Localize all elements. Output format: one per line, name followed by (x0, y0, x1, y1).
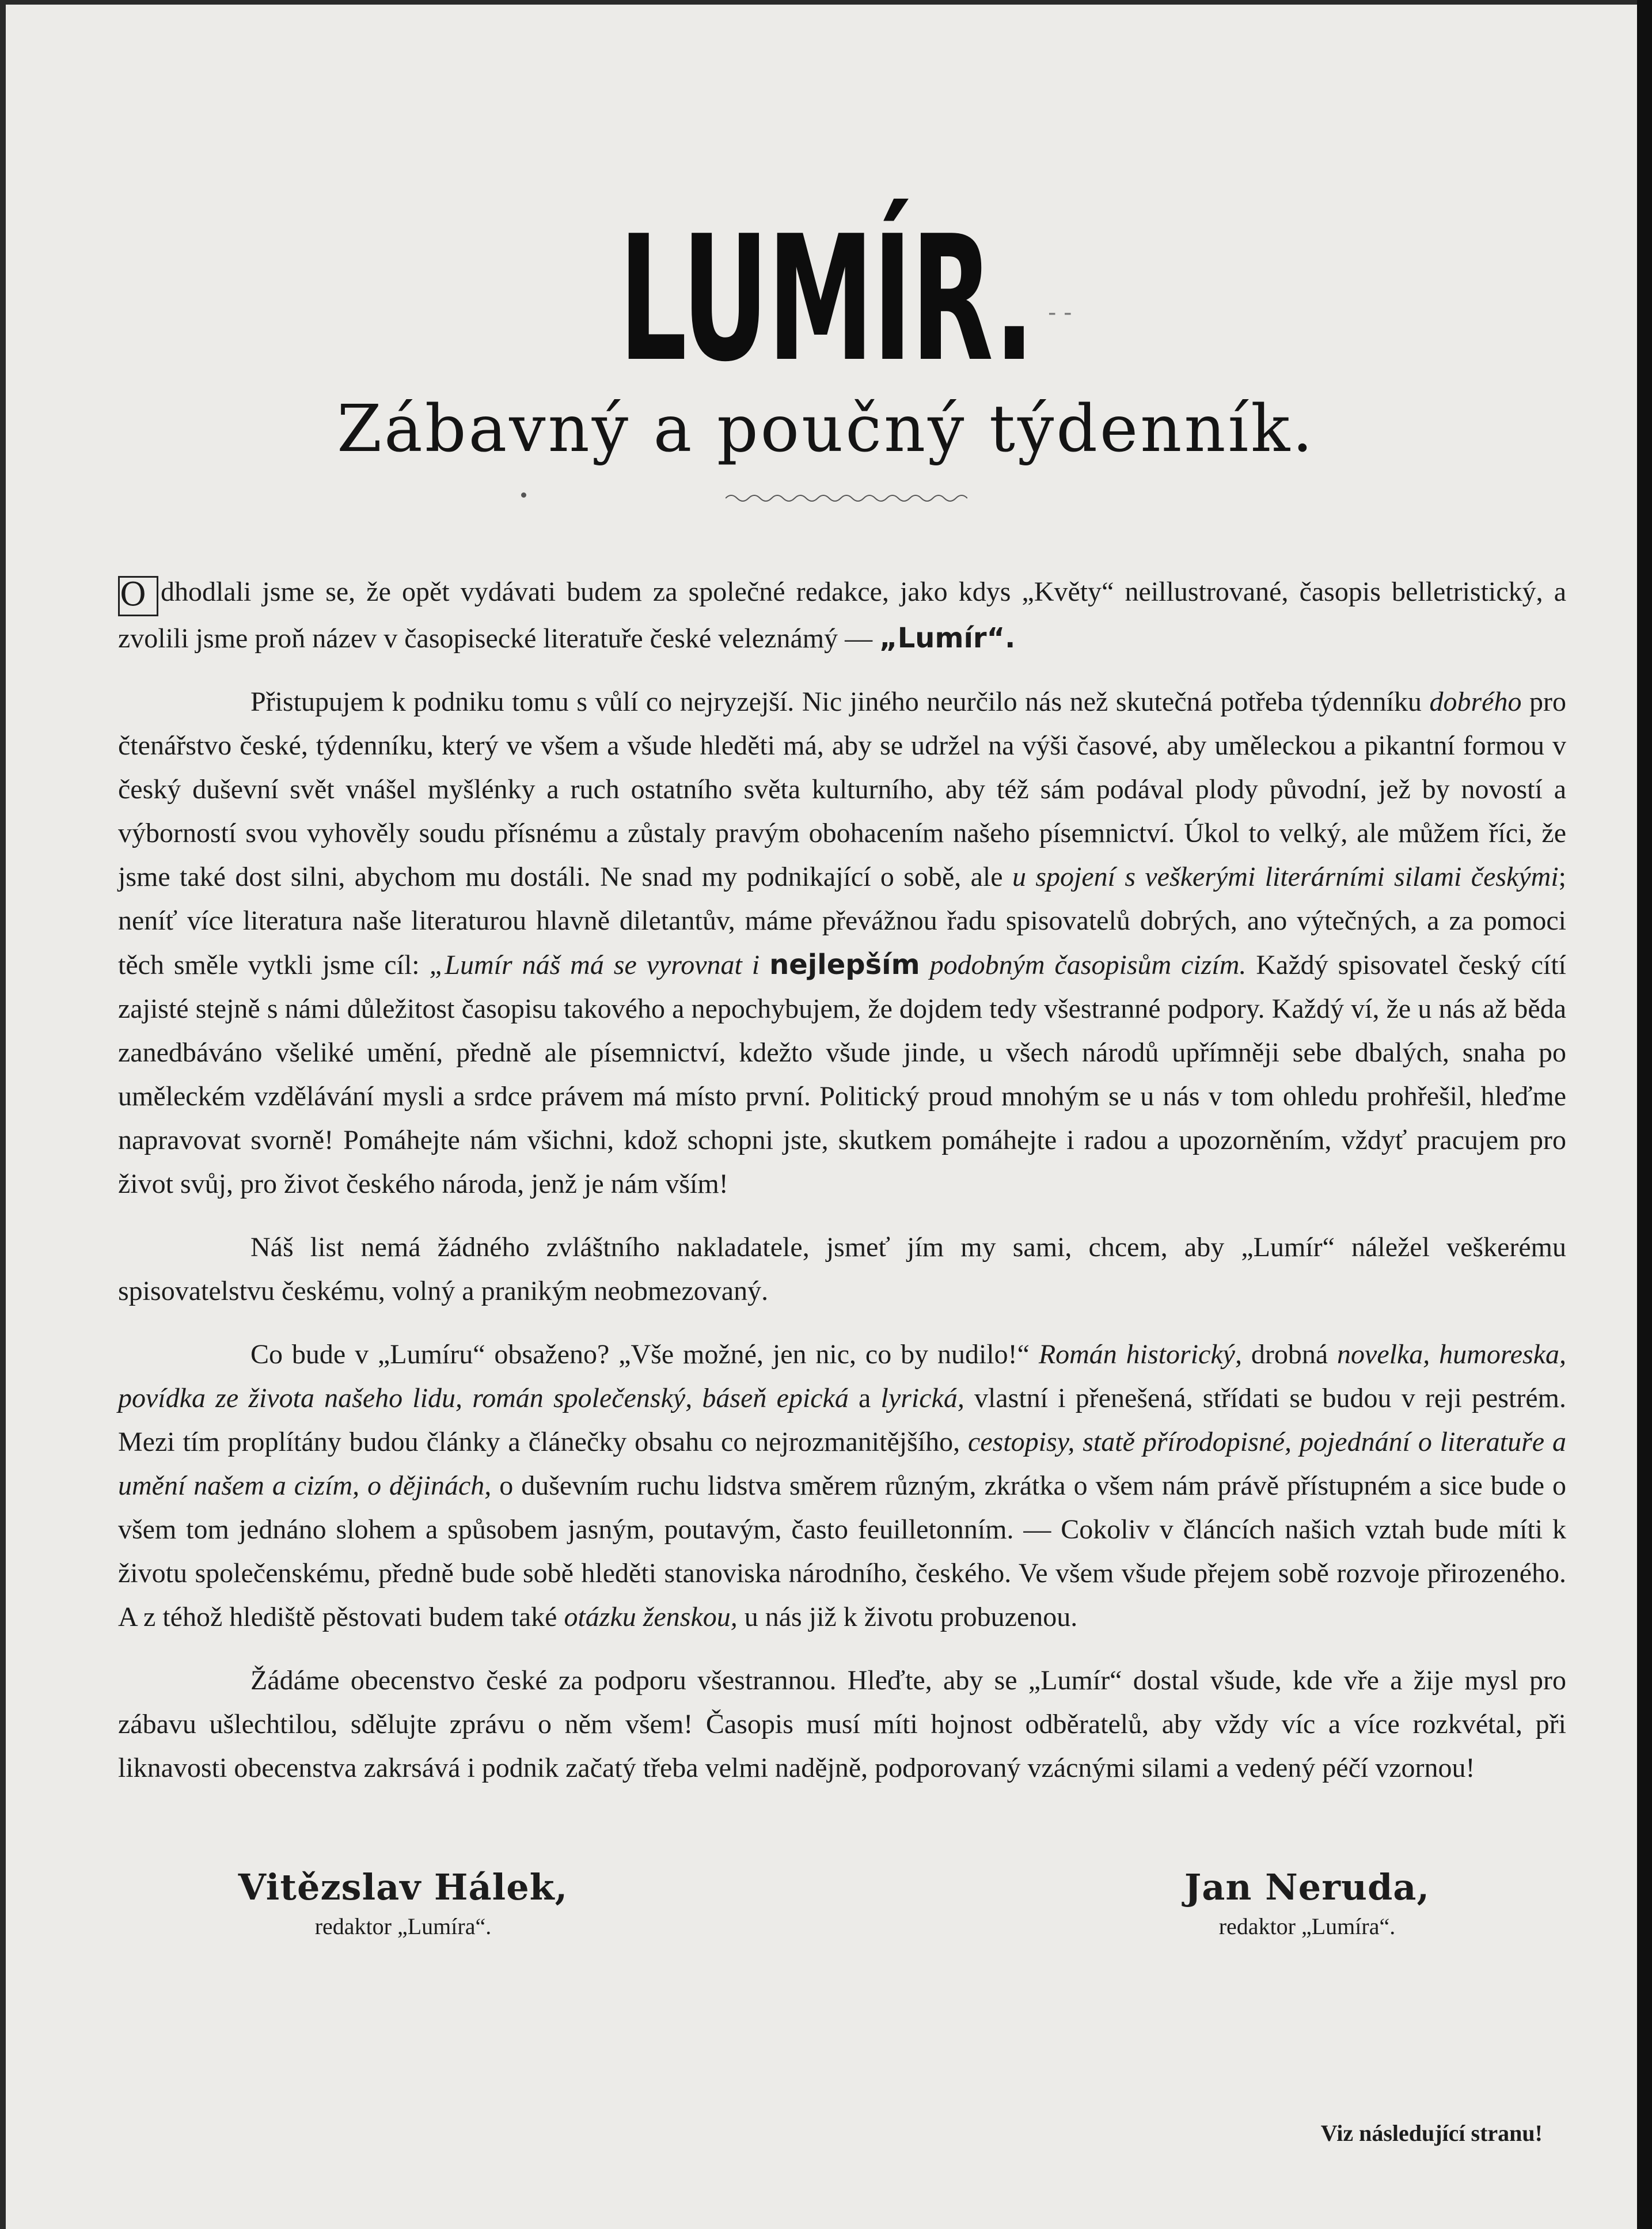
title-dash-mark: ‑ ‑ (1048, 300, 1072, 326)
signature-neruda (1152, 1866, 1463, 1940)
signature-name: Vitězslav Hálek, (238, 1866, 568, 1908)
footer-continue-note: Viz následující stranu! (1320, 2120, 1543, 2146)
ornament-dot (521, 492, 526, 498)
masthead-subtitle: Zábavný a poučný týdenník. (337, 392, 1315, 467)
signature-name: Jan Neruda, (1184, 1866, 1430, 1908)
signature-role: redaktor „Lumíra“. (1218, 1913, 1396, 1939)
paragraph-2: Přistupujem k podniku tomu s vůlí co nejryzejší. Nic jiného neurčilo nás než skutečná potřeba týdenníku dobrého pro čtenářstvo české, týdenníku, který ve všem a všude hleděti má, aby se udržel na výši časové, aby uměleckou a pikantní formou v český duševní svět vnášel myšlénky a ruch ostatního světa kulturního, aby též sám podával plody původní, jež by novostí a výborností svou vyhověly soudu přísnému a zůstaly pravým obohacením našeho písemnictví. Úkol to velký, ale můžem říci, že jsme také dost silni, abychom mu dostáli. Ne snad my podnikající o sobě, ale u spojení s veškerými literárními silami českými; neníť více literatura naše literaturou hlavně diletantův, máme převážnou řadu spisovatelů dobrých, ano výtečných, a za pomoci těch směle vytkli jsme cíl: „Lumír náš má se vyrovnat i nejlepším podobným časopisům cizím. Každý spisovatel český cítí zajisté stejně s námi důležitost časopisu takového a nepochybujem, že dojdem tedy všestranné podpory. Každý ví, že u nás až běda zanedbáváno všeliké umění, předně ale písemnictví, kdežto všude jinde, u všech národů upřímněji sebe dbalých, snaha po uměleckém vzdělávání mysli a srdce právem má místo první. Politický proud mnohým se u nás v tom ohledu prohřešil, hleďme napravovat svorně! Pomáhejte nám všichni, kdož schopni jste, skutkem pomáhejte i radou a upozorněním, vždyť pracujem pro život svůj, pro život českého národa, jenž je nám vším! (118, 687, 1567, 1199)
ornament-rule (726, 490, 967, 507)
masthead-title: LUMÍR. (618, 199, 1034, 400)
paragraph-5: Žádáme obecenstvo české za podporu všestrannou. Hleďte, aby se „Lumír“ dostal všude, kde vře a žije mysl pro zábavu ušlechtilou, sdělujte zprávu o něm všem! Časopis musí míti hojnost odběratelů, aby vždy víc a více rozkvétal, při liknavosti obecenstva zakrsává i podnik začatý třeba velmi nadějně, podporovaný vzácnými silami a vedený péčí vzornou! (118, 1665, 1566, 1783)
emphasis-nejlepsim: nejlepším (769, 949, 920, 981)
magazine-name: „Lumír“. (879, 622, 1016, 654)
paragraph-1: O dhodlali jsme se, že opět vydávati budem za společné redakce, jako kdys „Květy“ neillustrované, časopis belletristický, a zvolili jsme proň název v časopisecké literatuře české veleznámý — „Lumír“. (118, 576, 1566, 654)
scan-edge-left (0, 0, 6, 2229)
drop-cap: O (118, 576, 158, 616)
article-body (118, 570, 1566, 1810)
scan-edge-right (1637, 0, 1652, 2229)
paragraph-3: Náš list nemá žádného zvláštního nakladatele, jsmeť jím my sami, chcem, aby „Lumír“ náležel veškerému spisovatelstvu českému, volný a pranikým neobmezovaný. (118, 1232, 1566, 1306)
signature-role: redaktor „Lumíra“. (314, 1913, 492, 1939)
signature-halek (225, 1866, 582, 1940)
scan-edge-top (0, 0, 1652, 5)
paragraph-4: Co bude v „Lumíru“ obsaženo? „Vše možné, jen nic, co by nudilo!“ Román historický, drobná novelka, humoreska, povídka ze života našeho lidu, román společenský, báseň epická a lyrická, vlastní i přenešená, střídati se budou v reji pestrém. Mezi tím proplítány budou články a článečky obsahu co nejrozmanitějšího, cestopisy, statě přírodopisné, pojednání o literatuře a umění našem a cizím, o dějinách, o duševním ruchu lidstva směrem různým, zkrátka o všem nám právě přístupném a sice bude o všem tom jednáno slohem a spůsobem jasným, poutavým, často feuilletonním. — Cokoliv v článcích našich vztah bude míti k životu společenskému, předně bude sobě hleděti stanoviska národního, českého. Ve všem všude přejem sobě rozvoje přirozeného. A z téhož hlediště pěstovati budem také otázku ženskou, u nás již k životu probuzenou. (118, 1339, 1567, 1632)
